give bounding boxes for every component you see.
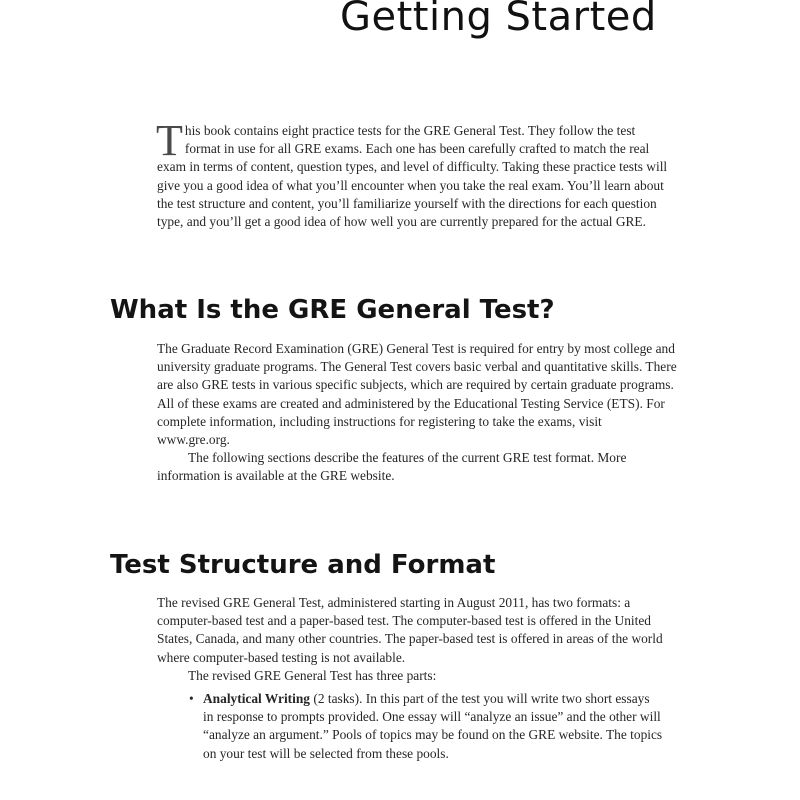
bullet-text: (2 tasks). In this part of the test you will write two short essays in response to prompts provided. One essay will “analyze an issue” and the other will “analyze an argument.” Pools of topics may be found on the GRE website. The topics on your test will be selected from these pools.	[203, 691, 663, 761]
paragraph: The revised GRE General Test has three parts:	[188, 667, 437, 683]
intro-text: his book contains eight practice tests for the GRE General Test. They follow the test format in use for all GRE exams. Each one has been carefully crafted to match the real exam in terms of content, question types, and level of difficulty. Taking these practice tests will give you a good idea of what you’ll encounter when you take the real exam. You’ll learn about the test structure and content, you’ll familiarize yourself with the directions for each question type, and you’ll get a good idea of how well you are currently prepared for the actual GRE.	[157, 123, 668, 230]
paragraph: The following sections describe the features of the current GRE test format. More information is available at the GRE website.	[157, 450, 627, 484]
bullet-list	[157, 690, 663, 763]
bullet-icon: •	[189, 691, 194, 707]
section-heading-test-structure: Test Structure and Format	[110, 550, 496, 580]
section-body-what-is-gre	[157, 340, 677, 486]
chapter-title: Getting Started	[340, 0, 657, 40]
drop-cap-letter: T	[156, 116, 183, 165]
paragraph: The revised GRE General Test, administered starting in August 2011, has two formats: a computer-based test and a paper-based test. The computer-based test is offered in the United States, Canada, and many other countries. The paper-based test is offered in areas of the world where computer-based testing is not available.	[157, 595, 663, 665]
list-item	[189, 690, 663, 763]
paragraph: The Graduate Record Examination (GRE) General Test is required for entry by most college and university graduate programs. The General Test covers basic verbal and quantitative skills. There are also GRE tests in various specific subjects, which are required by certain graduate programs. All of these exams are created and administered by the Educational Testing Service (ETS). For complete information, including instructions for registering to take the exams, visit www.gre.org.	[157, 341, 677, 448]
bullet-term: Analytical Writing	[203, 691, 311, 707]
section-heading-what-is-gre: What Is the GRE General Test?	[110, 295, 555, 325]
section-body-test-structure	[157, 594, 677, 763]
intro-paragraph	[156, 116, 672, 231]
